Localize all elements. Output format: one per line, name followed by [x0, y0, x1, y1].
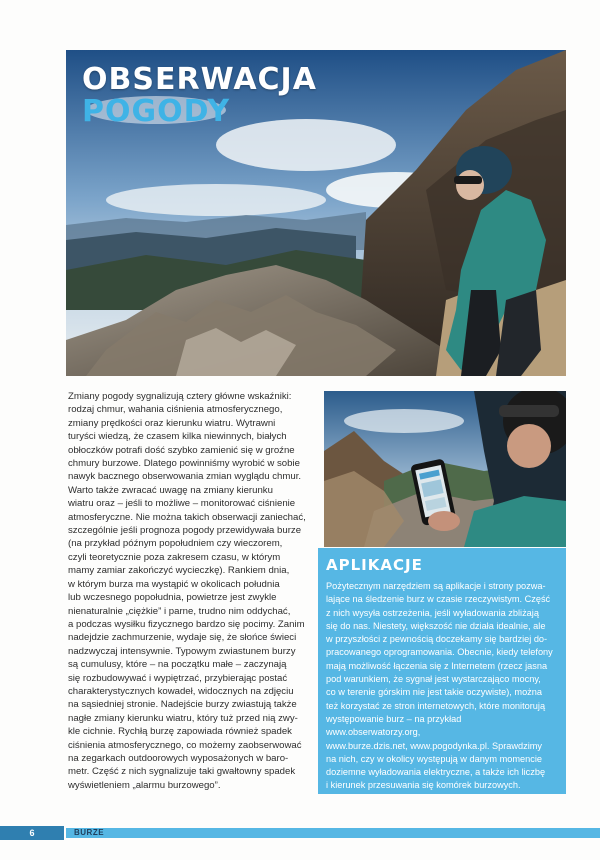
- sidebar-line: w przyszłości z pewnością doczekamy się bardziej do-: [326, 634, 548, 645]
- sidebar-line: na nich, czy w okolicy występują w danym momencie: [326, 753, 542, 764]
- body-line: nagłe zmiany kierunku wiatru, który tuż przed nią zwy-: [68, 712, 298, 724]
- sidebar-line: co w terenie górskim nie jest takie oczywiste), można: [326, 687, 542, 698]
- sidebar-line: pracowanego oprogramowania. Obecnie, kiedy telefony: [326, 647, 553, 658]
- article-body: [68, 390, 314, 792]
- body-line: zmiany prędkości oraz kierunku wiatru. Wytrawni: [68, 417, 276, 429]
- sidebar-apps: [318, 548, 566, 794]
- sidebar-line: pod warunkiem, że sygnał jest wystarczająco mocny,: [326, 674, 541, 685]
- body-line: wyświetleniem „alarmu burzowego”.: [68, 779, 221, 791]
- body-line: Zmiany pogody sygnalizują cztery główne wskaźniki:: [68, 391, 292, 402]
- footer-bar: [66, 828, 600, 838]
- sidebar-text: [326, 580, 558, 793]
- body-line: nawyk bacznego obserwowania zmian wyglądu chmur.: [68, 471, 302, 483]
- sidebar-line: też korzystać ze stron internetowych, które monitorują: [326, 700, 546, 711]
- section-label: BURZE: [74, 828, 105, 837]
- sidebar-line: www.burze.dzis.net, www.pogodynka.pl. Sprawdzimy: [326, 740, 542, 751]
- hero-photo: [66, 50, 566, 376]
- article-title-line1: OBSERWACJA: [82, 62, 317, 97]
- body-line: atmosferyczne. Nie można takich obserwacji zaniechać,: [68, 511, 306, 523]
- sidebar-line: się do nas. Niestety, większość nie działa idealnie, ale: [326, 620, 546, 631]
- body-line: charakterystycznych kowadeł, widocznych na zdjęciu: [68, 685, 294, 697]
- sidebar-line: z nich wysyła ostrzeżenia, jeśli wyładowania zbliżają: [326, 607, 539, 618]
- body-line: chmury burzowe. Dlatego powinniśmy wyrobić w sobie: [68, 458, 300, 470]
- page-footer: [0, 826, 600, 840]
- body-line: wiatru oraz – jeśli to możliwe – monitorować ciśnienie: [68, 498, 296, 510]
- sidebar-line: doziemne wyładowania elektryczne, a także ich liczbę: [326, 767, 546, 778]
- body-line: szczególnie jeśli prognoza pogody przewidywała burze: [68, 525, 302, 537]
- body-line: nadzwyczaj intensywnie. Typowym zwiastunem burzy: [68, 645, 296, 657]
- hiker-phone-photo: [324, 391, 566, 547]
- body-line: lub wczesnego popołudnia, powietrze jest zwykle: [68, 592, 277, 604]
- body-line: kle cichnie. Rychłą burzę zapowiada również spadek: [68, 726, 292, 738]
- body-line: rodzaj chmur, wahania ciśnienia atmosferycznego,: [68, 404, 283, 416]
- body-line: na sąsiedniej stronie. Nadejście burzy zwiastują także: [68, 699, 297, 711]
- sidebar-line: i kierunek przesuwania się komórek burzowych.: [326, 780, 521, 791]
- body-line: mamy zamiar zakończyć wycieczkę). Rankiem dnia,: [68, 565, 290, 577]
- body-line: nienaturalnie „ciężkie” i parne, trudno nim oddychać,: [68, 605, 291, 617]
- body-line: w którym burza ma wystąpić w okolicach południa: [68, 578, 280, 590]
- body-line: nadejdzie zachmurzenie, wydaje się, że słońce świeci: [68, 632, 297, 644]
- phone-photo: [324, 391, 566, 547]
- body-line: się rozbudowywać i wypiętrzać, przybierając postać: [68, 672, 288, 684]
- body-line: Warto także zwracać uwagę na zmiany kierunku: [68, 484, 273, 496]
- sidebar-line: występowanie burz – na przykład www.obserwatorzy.org,: [326, 713, 462, 738]
- body-line: turyści wiedzą, że czasem kilka niewinnych, białych: [68, 431, 287, 443]
- body-line: ciśnienia atmosferycznego, co możemy zaobserwować: [68, 739, 302, 751]
- article-title: [82, 64, 317, 128]
- sidebar-line: Pożytecznym narzędziem są aplikacje i strony pozwa-: [326, 581, 546, 591]
- sidebar-line: lające na śledzenie burz w czasie rzeczywistym. Część: [326, 594, 551, 605]
- body-line: (na przykład późnym popołudniem czy wieczorem,: [68, 538, 283, 550]
- body-line: a podczas wysiłku fizycznego bardzo się pocimy. Zanim: [68, 618, 305, 630]
- body-line: na zegarkach outdoorowych wyposażonych w baro-: [68, 752, 289, 764]
- page-number: 6: [0, 826, 64, 840]
- body-line: metr. Część z nich sygnalizuje taki gwałtowny spadek: [68, 766, 296, 778]
- body-line: czyli teoretycznie poza zakresem czasu, w którym: [68, 551, 281, 563]
- sidebar-line: mają możliwość łączenia się z Internetem (rzecz jasna: [326, 660, 548, 671]
- body-line: są cumulusy, które – na początku małe – zaczynają: [68, 659, 287, 671]
- sidebar-heading: APLIKACJE: [326, 556, 423, 574]
- body-line: obłoczków potrafi dość szybko zamienić się w groźne: [68, 444, 295, 456]
- article-title-line2: POGODY: [82, 94, 231, 129]
